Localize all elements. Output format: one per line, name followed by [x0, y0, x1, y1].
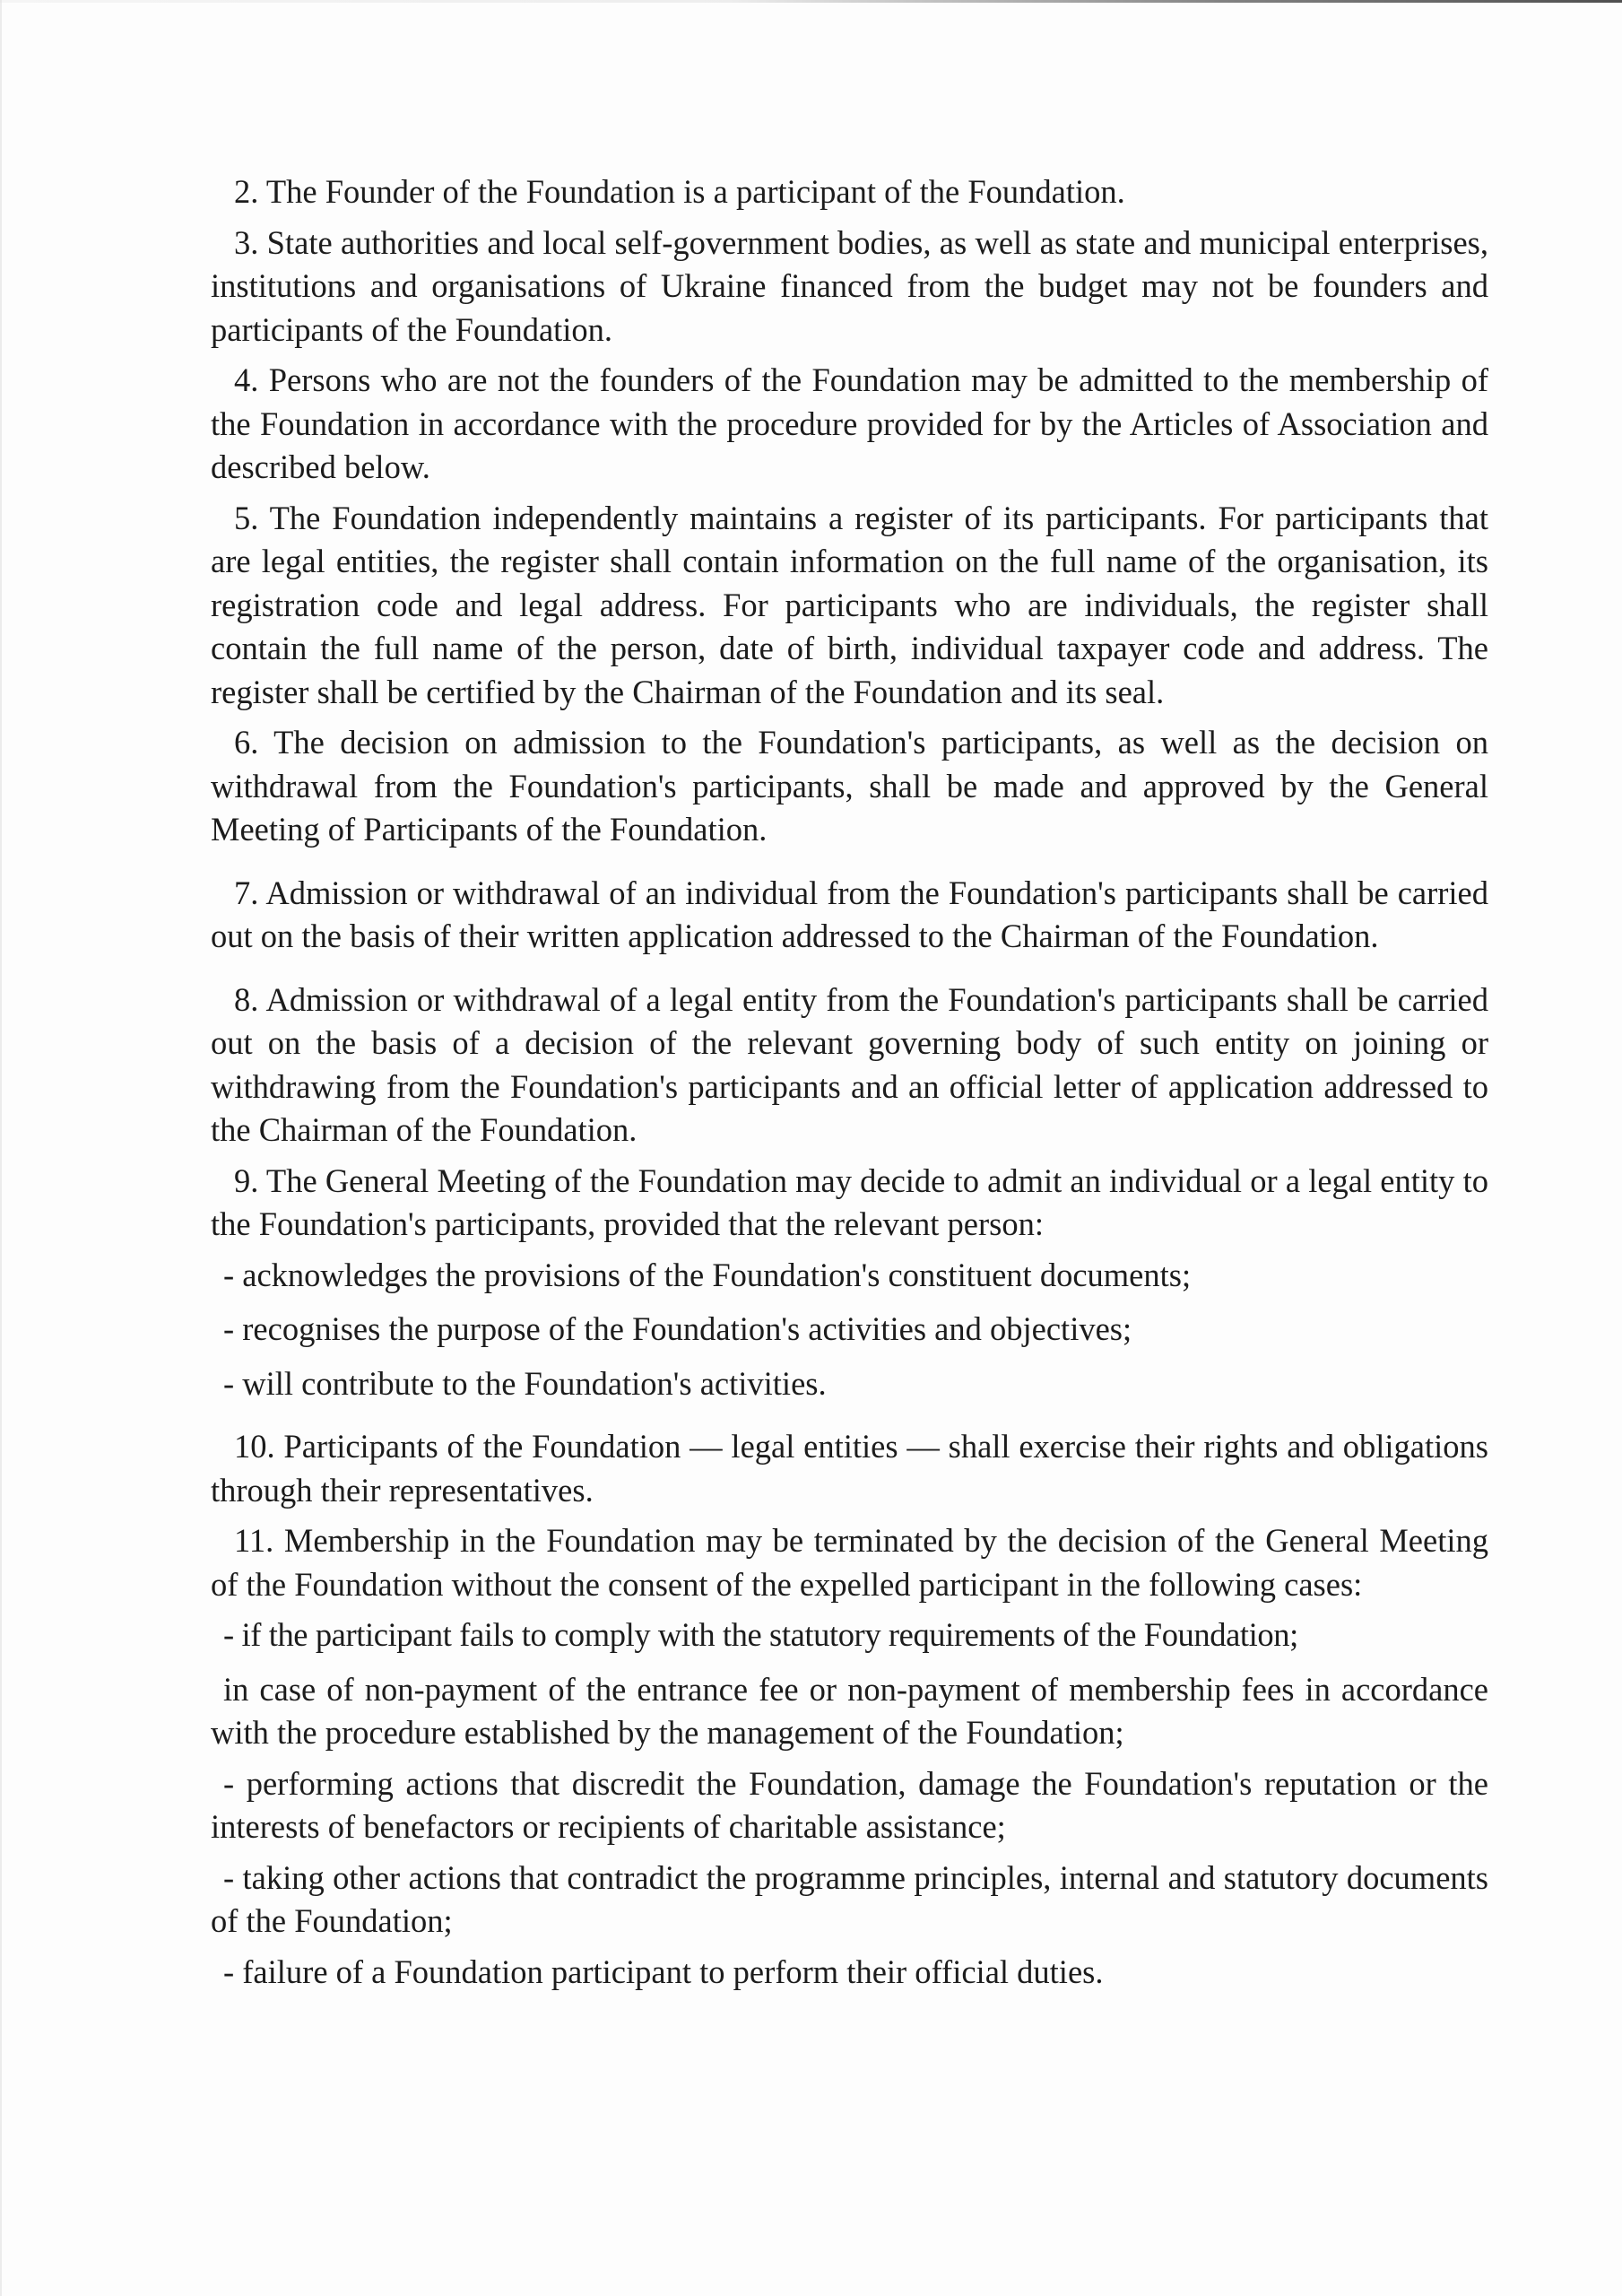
- clause-11-case: - failure of a Foundation participant to perform their official duties.: [223, 1952, 1104, 1990]
- clause-7: 7. Admission or withdrawal of an individual from the Foundation's participants shall be carried out on the basis of their written application addressed to the Chairman of the Foundation.: [211, 874, 1488, 954]
- clause-5: 5. The Foundation independently maintains a register of its participants. For participants that are legal entities, the register shall contain information on the full name of the organisation, its registration code and legal address. For participants who are individuals, the register shall contain the full name of the person, date of birth, individual taxpayer code and address. The register shall be certified by the Chairman of the Foundation and its seal.: [211, 499, 1488, 710]
- clause-9-condition: - acknowledges the provisions of the Foundation's constituent documents;: [223, 1256, 1192, 1293]
- clause-11-cases-list: [211, 1613, 1488, 1994]
- clause-11-case: in case of non-payment of the entrance fee or non-payment of membership fees in accordance with the procedure established by the management of the Foundation;: [211, 1670, 1488, 1751]
- clause-9: 9. The General Meeting of the Foundation may decide to admit an individual or a legal entity to the Foundation's participants, provided that the relevant person:: [211, 1161, 1488, 1242]
- document-page: [211, 170, 1488, 2005]
- scan-left-edge: [0, 0, 2, 2296]
- clause-11-case: - taking other actions that contradict the programme principles, internal and statutory documents of the Foundation;: [211, 1858, 1488, 1939]
- clause-10: 10. Participants of the Foundation — legal entities — shall exercise their rights and obligations through their representatives.: [211, 1428, 1488, 1509]
- clause-11: 11. Membership in the Foundation may be terminated by the decision of the General Meeting of the Foundation without the consent of the expelled participant in the following cases:: [211, 1522, 1488, 1603]
- clause-9-condition: - will contribute to the Foundation's activities.: [223, 1364, 827, 1402]
- clause-9-conditions-list: [211, 1254, 1488, 1406]
- scan-top-edge: [0, 0, 1622, 3]
- clause-8: 8. Admission or withdrawal of a legal entity from the Foundation's participants shall be carried out on the basis of a decision of the relevant governing body of such entity on joining or withdrawing from the Foundation's participants and an official letter of application addressed to the Chairman of the Foundation.: [211, 980, 1488, 1148]
- clause-4: 4. Persons who are not the founders of the Foundation may be admitted to the membership of the Foundation in accordance with the procedure provided for by the Articles of Association and described below.: [211, 361, 1488, 485]
- clause-11-case: - if the participant fails to comply with the statutory requirements of the Foundation;: [223, 1616, 1298, 1653]
- clause-3: 3. State authorities and local self-government bodies, as well as state and municipal enterprises, institutions and organisations of Ukraine financed from the budget may not be founders and participants of the Foundation.: [211, 223, 1488, 348]
- clause-2: 2. The Founder of the Foundation is a participant of the Foundation.: [234, 173, 1125, 210]
- clause-9-condition: - recognises the purpose of the Foundation's activities and objectives;: [223, 1310, 1132, 1347]
- clause-6: 6. The decision on admission to the Foundation's participants, as well as the decision on withdrawal from the Foundation's participants, shall be made and approved by the General Meeting of Participants of the Foundation.: [211, 724, 1488, 848]
- clause-11-case: - performing actions that discredit the Foundation, damage the Foundation's reputation or the interests of benefactors or recipients of charitable assistance;: [211, 1764, 1488, 1845]
